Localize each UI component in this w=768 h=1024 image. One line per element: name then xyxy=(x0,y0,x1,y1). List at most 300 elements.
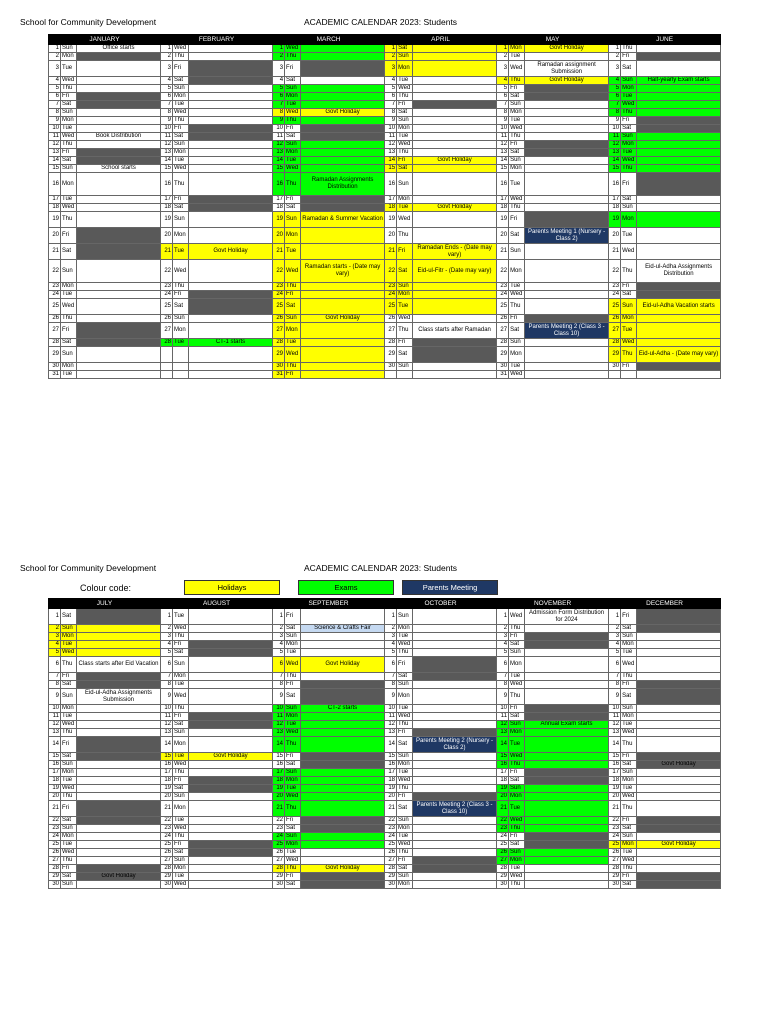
date-number: 2 xyxy=(385,53,397,61)
date-number: 6 xyxy=(49,657,61,673)
weekday: Fri xyxy=(173,641,189,649)
table-row xyxy=(49,125,721,133)
date-number: 29 xyxy=(609,347,621,363)
date-number: 3 xyxy=(49,61,61,77)
date-number: 14 xyxy=(49,157,61,165)
date-number: 17 xyxy=(497,769,509,777)
weekday: Tue xyxy=(621,228,637,244)
date-number: 16 xyxy=(161,761,173,769)
date-number: 9 xyxy=(161,689,173,705)
event-cell xyxy=(413,817,497,825)
event-cell xyxy=(77,681,161,689)
weekday: Thu xyxy=(621,347,637,363)
weekday: Wed xyxy=(509,371,525,379)
event-cell xyxy=(637,228,721,244)
event-cell xyxy=(301,53,385,61)
event-cell: Eid-ul-Fitr - (Date may vary) xyxy=(413,260,497,283)
date-number: 29 xyxy=(161,873,173,881)
event-cell xyxy=(301,339,385,347)
event-cell xyxy=(637,849,721,857)
event-cell xyxy=(413,109,497,117)
date-number: 23 xyxy=(273,283,285,291)
event-cell xyxy=(637,315,721,323)
weekday: Sat xyxy=(173,785,189,793)
event-cell xyxy=(189,681,273,689)
weekday: Fri xyxy=(621,817,637,825)
date-number: 6 xyxy=(497,657,509,673)
weekday xyxy=(173,371,189,379)
date-number: 7 xyxy=(49,673,61,681)
event-cell xyxy=(525,53,609,61)
date-number: 26 xyxy=(273,315,285,323)
weekday: Tue xyxy=(61,61,77,77)
date-number: 23 xyxy=(497,825,509,833)
date-number: 19 xyxy=(273,212,285,228)
event-cell xyxy=(301,165,385,173)
weekday: Sat xyxy=(61,157,77,165)
event-cell xyxy=(301,244,385,260)
date-number: 11 xyxy=(273,713,285,721)
event-cell xyxy=(301,849,385,857)
event-cell xyxy=(301,77,385,85)
event-cell xyxy=(637,777,721,785)
weekday: Fri xyxy=(173,841,189,849)
date-number: 4 xyxy=(609,641,621,649)
date-number: 4 xyxy=(273,77,285,85)
weekday: Sun xyxy=(61,881,77,889)
date-number: 3 xyxy=(385,633,397,641)
event-cell: Eid-ul-Adha Assignments Submission xyxy=(77,689,161,705)
weekday: Wed xyxy=(621,857,637,865)
weekday: Tue xyxy=(173,873,189,881)
event-cell xyxy=(525,260,609,283)
date-number: 13 xyxy=(609,149,621,157)
date-number: 28 xyxy=(161,339,173,347)
month-header: APRIL xyxy=(385,35,497,45)
event-cell xyxy=(77,761,161,769)
date-number: 22 xyxy=(609,817,621,825)
table-row xyxy=(49,117,721,125)
weekday: Wed xyxy=(61,204,77,212)
weekday: Thu xyxy=(173,173,189,196)
event-cell xyxy=(525,673,609,681)
date-number: 21 xyxy=(385,244,397,260)
event-cell xyxy=(637,713,721,721)
date-number: 17 xyxy=(497,196,509,204)
event-cell: CT-1 starts xyxy=(189,339,273,347)
event-cell xyxy=(301,363,385,371)
date-number: 2 xyxy=(609,53,621,61)
month-header: JUNE xyxy=(609,35,721,45)
weekday: Tue xyxy=(61,371,77,379)
date-number: 18 xyxy=(49,777,61,785)
date-number: 8 xyxy=(385,681,397,689)
weekday: Tue xyxy=(285,849,301,857)
event-cell xyxy=(189,737,273,753)
event-cell xyxy=(301,149,385,157)
date-number: 8 xyxy=(161,109,173,117)
weekday: Sun xyxy=(61,825,77,833)
date-number: 7 xyxy=(273,673,285,681)
date-number: 16 xyxy=(609,761,621,769)
event-cell xyxy=(189,85,273,93)
date-number xyxy=(161,363,173,371)
date-number: 30 xyxy=(49,881,61,889)
date-number: 24 xyxy=(609,833,621,841)
weekday: Mon xyxy=(61,705,77,713)
date-number: 20 xyxy=(161,228,173,244)
calendar-header xyxy=(20,14,720,34)
weekday: Sat xyxy=(61,339,77,347)
date-number: 27 xyxy=(273,323,285,339)
weekday: Wed xyxy=(621,101,637,109)
date-number: 12 xyxy=(273,141,285,149)
weekday: Fri xyxy=(61,228,77,244)
event-cell xyxy=(637,801,721,817)
event-cell xyxy=(301,323,385,339)
weekday: Tue xyxy=(173,157,189,165)
event-cell xyxy=(413,633,497,641)
event-cell: Eid-ul-Adha Vacation starts xyxy=(637,299,721,315)
date-number: 10 xyxy=(497,705,509,713)
date-number: 19 xyxy=(161,785,173,793)
weekday: Mon xyxy=(61,283,77,291)
date-number: 11 xyxy=(385,133,397,141)
event-cell xyxy=(189,625,273,633)
date-number: 26 xyxy=(161,315,173,323)
date-number: 19 xyxy=(609,785,621,793)
weekday: Fri xyxy=(397,657,413,673)
date-number: 25 xyxy=(49,841,61,849)
event-cell xyxy=(77,363,161,371)
table-row xyxy=(49,609,721,625)
date-number: 28 xyxy=(385,339,397,347)
event-cell xyxy=(413,729,497,737)
event-cell xyxy=(189,633,273,641)
event-cell xyxy=(525,881,609,889)
table-row xyxy=(49,849,721,857)
weekday: Wed xyxy=(397,841,413,849)
event-cell xyxy=(77,769,161,777)
date-number: 10 xyxy=(161,705,173,713)
date-number: 25 xyxy=(49,299,61,315)
event-cell xyxy=(637,283,721,291)
weekday: Mon xyxy=(61,769,77,777)
event-cell xyxy=(189,173,273,196)
event-cell xyxy=(525,737,609,753)
date-number: 15 xyxy=(161,753,173,761)
event-cell xyxy=(637,753,721,761)
weekday: Mon xyxy=(61,53,77,61)
date-number: 21 xyxy=(497,801,509,817)
weekday: Wed xyxy=(173,825,189,833)
event-cell xyxy=(525,117,609,125)
event-cell xyxy=(413,881,497,889)
calendar-table-jan-jun xyxy=(48,34,721,379)
date-number: 12 xyxy=(161,721,173,729)
date-number: 14 xyxy=(609,157,621,165)
weekday: Fri xyxy=(397,157,413,165)
date-number: 8 xyxy=(273,681,285,689)
weekday: Thu xyxy=(173,283,189,291)
date-number: 29 xyxy=(609,873,621,881)
date-number: 2 xyxy=(161,625,173,633)
event-cell xyxy=(301,753,385,761)
weekday: Fri xyxy=(509,212,525,228)
weekday: Thu xyxy=(509,825,525,833)
date-number: 21 xyxy=(49,244,61,260)
date-number: 29 xyxy=(49,873,61,881)
date-number: 19 xyxy=(161,212,173,228)
date-number: 13 xyxy=(609,729,621,737)
table-row xyxy=(49,761,721,769)
event-cell xyxy=(637,737,721,753)
weekday: Tue xyxy=(285,244,301,260)
event-cell xyxy=(77,212,161,228)
weekday: Sat xyxy=(621,625,637,633)
event-cell xyxy=(301,196,385,204)
event-cell xyxy=(413,77,497,85)
event-cell xyxy=(301,283,385,291)
weekday: Fri xyxy=(621,173,637,196)
month-header: SEPTEMBER xyxy=(273,599,385,609)
date-number: 19 xyxy=(497,785,509,793)
weekday: Wed xyxy=(621,157,637,165)
event-cell xyxy=(413,299,497,315)
date-number: 4 xyxy=(609,77,621,85)
date-number: 18 xyxy=(49,204,61,212)
event-cell xyxy=(525,149,609,157)
event-cell xyxy=(301,61,385,77)
event-cell xyxy=(525,777,609,785)
date-number: 6 xyxy=(49,93,61,101)
date-number: 14 xyxy=(609,737,621,753)
event-cell xyxy=(77,260,161,283)
event-cell xyxy=(525,761,609,769)
weekday: Fri xyxy=(621,753,637,761)
event-cell xyxy=(77,228,161,244)
event-cell xyxy=(525,141,609,149)
date-number: 27 xyxy=(385,857,397,865)
event-cell: CT-2 starts xyxy=(301,705,385,713)
weekday: Thu xyxy=(285,865,301,873)
month-header: NOVEMBER xyxy=(497,599,609,609)
weekday: Tue xyxy=(285,157,301,165)
event-cell xyxy=(637,173,721,196)
date-number: 24 xyxy=(385,833,397,841)
event-cell xyxy=(413,291,497,299)
date-number: 24 xyxy=(273,291,285,299)
event-cell xyxy=(301,713,385,721)
weekday: Sat xyxy=(173,721,189,729)
weekday: Wed xyxy=(173,881,189,889)
weekday: Tue xyxy=(173,339,189,347)
event-cell xyxy=(77,849,161,857)
weekday: Sun xyxy=(621,705,637,713)
date-number: 16 xyxy=(273,761,285,769)
weekday: Fri xyxy=(621,681,637,689)
weekday: Fri xyxy=(509,633,525,641)
date-number: 4 xyxy=(161,641,173,649)
weekday: Tue xyxy=(61,196,77,204)
date-number: 17 xyxy=(609,769,621,777)
date-number: 19 xyxy=(49,785,61,793)
date-number: 19 xyxy=(385,212,397,228)
date-number: 1 xyxy=(49,45,61,53)
date-number: 3 xyxy=(497,633,509,641)
event-cell: Class starts after Eid Vacation xyxy=(77,657,161,673)
date-number: 11 xyxy=(273,133,285,141)
weekday: Sun xyxy=(285,633,301,641)
weekday: Sat xyxy=(61,873,77,881)
date-number: 12 xyxy=(49,141,61,149)
weekday: Fri xyxy=(173,777,189,785)
event-cell xyxy=(413,347,497,363)
weekday: Sun xyxy=(173,141,189,149)
weekday: Fri xyxy=(61,801,77,817)
weekday: Mon xyxy=(621,212,637,228)
table-row xyxy=(49,769,721,777)
weekday: Mon xyxy=(621,141,637,149)
date-number: 6 xyxy=(385,657,397,673)
weekday: Tue xyxy=(397,633,413,641)
event-cell xyxy=(77,173,161,196)
event-cell: Govt Holiday xyxy=(77,873,161,881)
date-number: 5 xyxy=(497,85,509,93)
weekday: Sun xyxy=(61,260,77,283)
date-number: 12 xyxy=(161,141,173,149)
weekday: Sun xyxy=(397,363,413,371)
event-cell: Parents Meeting 2 (Nursery - Class 2) xyxy=(413,737,497,753)
event-cell xyxy=(525,641,609,649)
weekday: Sat xyxy=(397,109,413,117)
event-cell xyxy=(77,817,161,825)
event-cell xyxy=(189,133,273,141)
weekday: Sun xyxy=(173,793,189,801)
date-number: 6 xyxy=(609,93,621,101)
date-number: 30 xyxy=(49,363,61,371)
month-header: AUGUST xyxy=(161,599,273,609)
weekday: Sat xyxy=(509,777,525,785)
event-cell xyxy=(77,244,161,260)
event-cell xyxy=(413,45,497,53)
event-cell xyxy=(413,689,497,705)
weekday: Mon xyxy=(397,196,413,204)
weekday: Sat xyxy=(621,825,637,833)
date-number: 20 xyxy=(49,228,61,244)
event-cell xyxy=(301,817,385,825)
weekday: Tue xyxy=(285,649,301,657)
date-number: 29 xyxy=(49,347,61,363)
event-cell xyxy=(637,141,721,149)
weekday: Mon xyxy=(173,149,189,157)
event-cell xyxy=(413,228,497,244)
event-cell xyxy=(77,841,161,849)
date-number: 14 xyxy=(497,157,509,165)
weekday: Sat xyxy=(285,625,301,633)
weekday: Thu xyxy=(621,45,637,53)
weekday: Sun xyxy=(61,625,77,633)
event-cell xyxy=(77,347,161,363)
weekday: Mon xyxy=(509,729,525,737)
date-number: 2 xyxy=(497,625,509,633)
weekday: Sun xyxy=(397,283,413,291)
weekday: Sun xyxy=(509,244,525,260)
weekday: Sat xyxy=(173,77,189,85)
table-row xyxy=(49,801,721,817)
weekday: Wed xyxy=(61,721,77,729)
weekday: Sun xyxy=(621,769,637,777)
date-number: 2 xyxy=(385,625,397,633)
weekday: Wed xyxy=(509,873,525,881)
weekday: Tue xyxy=(173,753,189,761)
weekday: Tue xyxy=(61,777,77,785)
event-cell xyxy=(301,857,385,865)
date-number: 9 xyxy=(385,689,397,705)
weekday: Sun xyxy=(173,212,189,228)
date-number: 13 xyxy=(497,149,509,157)
calendar-table-jul-dec xyxy=(48,598,721,889)
weekday: Mon xyxy=(509,165,525,173)
calendar-body xyxy=(49,45,721,379)
table-row xyxy=(49,641,721,649)
weekday: Thu xyxy=(509,133,525,141)
weekday: Sat xyxy=(397,165,413,173)
date-number: 28 xyxy=(385,865,397,873)
event-cell xyxy=(525,849,609,857)
date-number: 14 xyxy=(273,157,285,165)
weekday: Thu xyxy=(621,865,637,873)
weekday: Tue xyxy=(509,801,525,817)
weekday: Thu xyxy=(621,801,637,817)
weekday: Wed xyxy=(621,244,637,260)
weekday: Thu xyxy=(397,323,413,339)
weekday: Mon xyxy=(397,761,413,769)
weekday: Mon xyxy=(61,833,77,841)
table-row xyxy=(49,212,721,228)
event-cell xyxy=(301,769,385,777)
event-cell xyxy=(189,45,273,53)
weekday: Mon xyxy=(173,801,189,817)
event-cell xyxy=(525,689,609,705)
month-header: DECEMBER xyxy=(609,599,721,609)
weekday xyxy=(173,363,189,371)
event-cell xyxy=(413,825,497,833)
event-cell xyxy=(301,291,385,299)
weekday: Sun xyxy=(621,204,637,212)
weekday: Sun xyxy=(621,633,637,641)
weekday: Sat xyxy=(61,244,77,260)
date-number: 7 xyxy=(161,101,173,109)
weekday xyxy=(397,371,413,379)
weekday: Sat xyxy=(621,761,637,769)
event-cell xyxy=(189,101,273,109)
event-cell xyxy=(77,753,161,761)
weekday: Sun xyxy=(621,299,637,315)
event-cell xyxy=(637,109,721,117)
event-cell xyxy=(77,609,161,625)
weekday: Thu xyxy=(509,299,525,315)
date-number: 16 xyxy=(497,761,509,769)
weekday: Fri xyxy=(621,609,637,625)
date-number: 8 xyxy=(497,109,509,117)
weekday: Sat xyxy=(397,801,413,817)
date-number: 23 xyxy=(497,283,509,291)
weekday: Wed xyxy=(397,713,413,721)
weekday: Fri xyxy=(621,873,637,881)
event-cell xyxy=(77,141,161,149)
event-cell xyxy=(301,729,385,737)
